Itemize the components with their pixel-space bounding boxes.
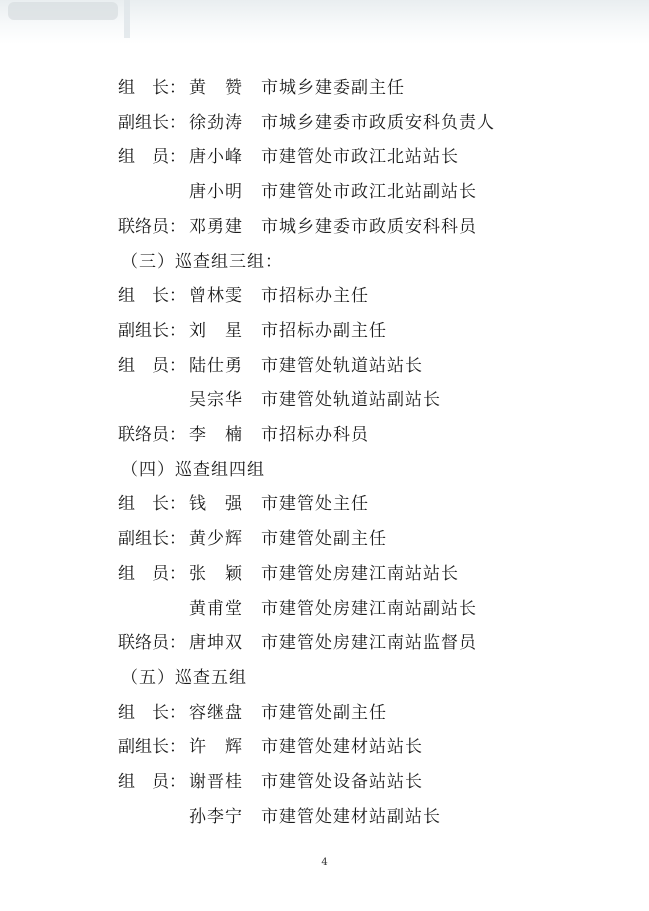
member-row <box>0 111 649 135</box>
member-row <box>0 527 649 551</box>
member-name: 许 辉 <box>189 737 243 758</box>
role-label: 联络员： <box>118 425 186 445</box>
member-title: 市招标办主任 <box>261 286 369 307</box>
member-row <box>0 770 649 794</box>
member-name: 吴宗华 <box>189 390 243 411</box>
member-row <box>0 388 649 412</box>
role-label: 组 员： <box>118 563 186 584</box>
role-label: 组 长： <box>118 286 186 307</box>
member-row <box>0 319 649 343</box>
member-name: 邓勇建 <box>189 216 243 237</box>
role-label: 组 员： <box>118 147 186 168</box>
page-number: 4 <box>321 857 328 868</box>
member-title: 市建管处副主任 <box>261 702 387 723</box>
member-title: 市建管处房建江南站站长 <box>261 563 459 584</box>
member-title: 市建管处轨道站站长 <box>261 355 423 376</box>
member-row <box>0 701 649 725</box>
member-title: 市建管处市政江北站副站长 <box>261 182 477 203</box>
member-name: 孙李宁 <box>189 806 243 827</box>
section-title: （五）巡查五组 <box>121 667 247 688</box>
member-name: 容继盘 <box>189 702 243 723</box>
member-row <box>0 354 649 378</box>
member-row <box>0 423 649 447</box>
member-title: 市建管处建材站站长 <box>261 737 423 758</box>
member-row <box>0 76 649 100</box>
member-title: 市城乡建委市政质安科科员 <box>261 216 477 237</box>
member-name: 张 颖 <box>189 563 243 584</box>
member-name: 徐劲涛 <box>189 112 243 133</box>
role-label: 组 长： <box>118 494 186 515</box>
role-label: 副组长： <box>118 112 186 133</box>
section-title: （三）巡查组三组： <box>121 251 283 272</box>
role-label: 联络员： <box>118 633 186 654</box>
member-row <box>0 735 649 759</box>
member-title: 市建管处主任 <box>261 494 369 515</box>
member-row <box>0 215 649 239</box>
member-name: 黄 赞 <box>189 78 243 98</box>
member-name: 陆仕勇 <box>189 355 243 376</box>
role-label: 副组长： <box>118 320 186 341</box>
member-title: 市建管处设备站站长 <box>261 772 423 792</box>
section-heading <box>0 250 649 274</box>
member-name: 钱 强 <box>189 494 243 515</box>
scan-artifact-header <box>0 0 649 44</box>
role-label: 副组长： <box>118 737 186 758</box>
role-label: 副组长： <box>118 529 186 550</box>
member-name: 黄少辉 <box>189 529 243 550</box>
member-name: 唐坤双 <box>189 633 243 654</box>
member-row <box>0 145 649 169</box>
member-name: 谢晋桂 <box>189 772 243 792</box>
member-name: 李 楠 <box>189 425 243 445</box>
scan-smudge <box>8 2 118 20</box>
member-title: 市招标办副主任 <box>261 320 387 341</box>
role-label: 组 长： <box>118 702 186 723</box>
role-label: 组 长： <box>118 78 186 98</box>
member-title: 市建管处轨道站副站长 <box>261 390 441 411</box>
role-label: 联络员： <box>118 216 186 237</box>
member-row <box>0 180 649 204</box>
member-name: 曾林雯 <box>189 286 243 307</box>
member-title: 市招标办科员 <box>261 425 369 445</box>
member-row <box>0 631 649 655</box>
role-label: 组 员： <box>118 355 186 376</box>
member-name: 刘 星 <box>189 320 243 341</box>
member-name: 唐小明 <box>189 182 243 203</box>
member-row <box>0 284 649 308</box>
member-title: 市建管处房建江南站副站长 <box>261 598 477 619</box>
member-row <box>0 492 649 516</box>
scan-smudge <box>124 0 130 38</box>
member-name: 唐小峰 <box>189 147 243 168</box>
section-title: （四）巡查组四组 <box>121 459 265 480</box>
member-row <box>0 597 649 621</box>
member-row <box>0 805 649 829</box>
role-label: 组 员： <box>118 772 186 792</box>
section-heading <box>0 666 649 690</box>
member-title: 市建管处市政江北站站长 <box>261 147 459 168</box>
member-name: 黄甫堂 <box>189 598 243 619</box>
member-row <box>0 562 649 586</box>
member-title: 市建管处房建江南站监督员 <box>261 633 477 654</box>
member-title: 市城乡建委副主任 <box>261 78 405 98</box>
section-heading <box>0 458 649 482</box>
member-title: 市建管处副主任 <box>261 529 387 550</box>
member-title: 市建管处建材站副站长 <box>261 806 441 827</box>
member-title: 市城乡建委市政质安科负责人 <box>261 112 495 133</box>
